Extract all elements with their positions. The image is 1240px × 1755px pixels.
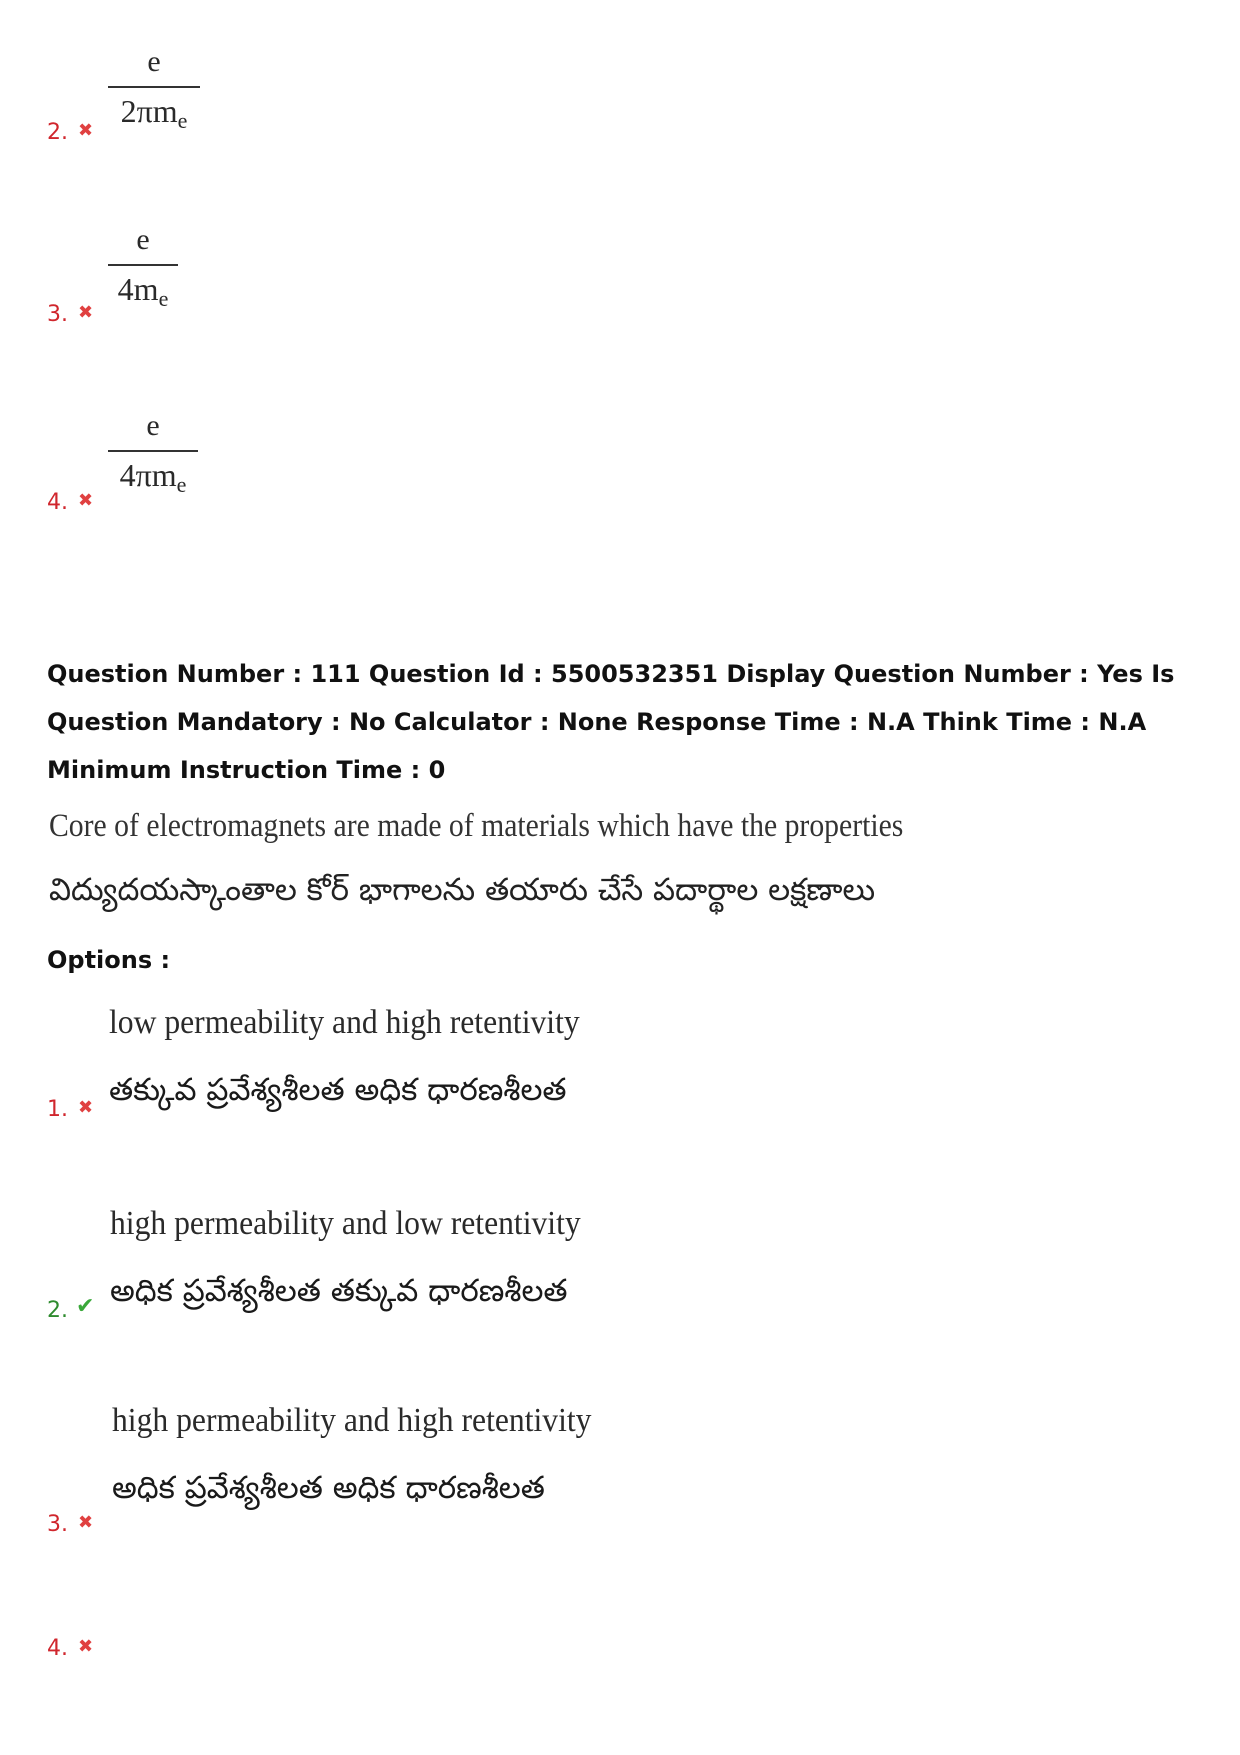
fraction: e $2\pi m_e$: [108, 44, 200, 140]
cross-icon: ✖: [78, 1097, 94, 1118]
cross-icon: ✖: [78, 490, 94, 511]
fraction: e $4m_e$: [108, 222, 178, 318]
option-number: 2.: [47, 1298, 68, 1323]
option-text-telugu: అధిక ప్రవేశ్యశీలత అధిక ధారణశీలత: [112, 1470, 545, 1506]
options-label: Options :: [47, 946, 171, 974]
option-text-english: low permeability and high retentivity: [109, 1004, 580, 1041]
cross-icon: ✖: [78, 1512, 94, 1533]
fraction: e $4\pi m_e$: [108, 408, 198, 504]
option-text-telugu: తక్కువ ప్రవేశ్యశీలత అధిక ధారణశీలత: [109, 1072, 567, 1108]
option-text-english: high permeability and low retentivity: [110, 1205, 581, 1242]
option-number: 2.: [47, 120, 68, 145]
cross-icon: ✖: [78, 120, 94, 141]
check-icon: ✔: [76, 1294, 95, 1319]
question-text-english: Core of electromagnets are made of materials which have the properties: [49, 808, 904, 844]
question-text-telugu: విద్యుదయస్కాంతాల కోర్ భాగాలను తయారు చేసే పదార్థాల లక్షణాలు: [49, 872, 876, 908]
option-number: 3.: [47, 302, 68, 327]
cross-icon: ✖: [78, 1636, 94, 1657]
question-meta: Question Number : 111 Question Id : 5500532351 Display Question Number : Yes Is Question Mandatory : No Calculator : None Response Time : N.A Think Time : N.A Minimum Instruction Time : 0: [47, 660, 1175, 784]
option-number: 4.: [47, 1636, 68, 1661]
option-number: 3.: [47, 1512, 68, 1537]
option-text-english: high permeability and high retentivity: [112, 1402, 592, 1439]
cross-icon: ✖: [78, 302, 94, 323]
option-number: 4.: [47, 490, 68, 515]
option-number: 1.: [47, 1097, 68, 1122]
option-text-telugu: అధిక ప్రవేశ్యశీలత తక్కువ ధారణశీలత: [110, 1273, 568, 1309]
